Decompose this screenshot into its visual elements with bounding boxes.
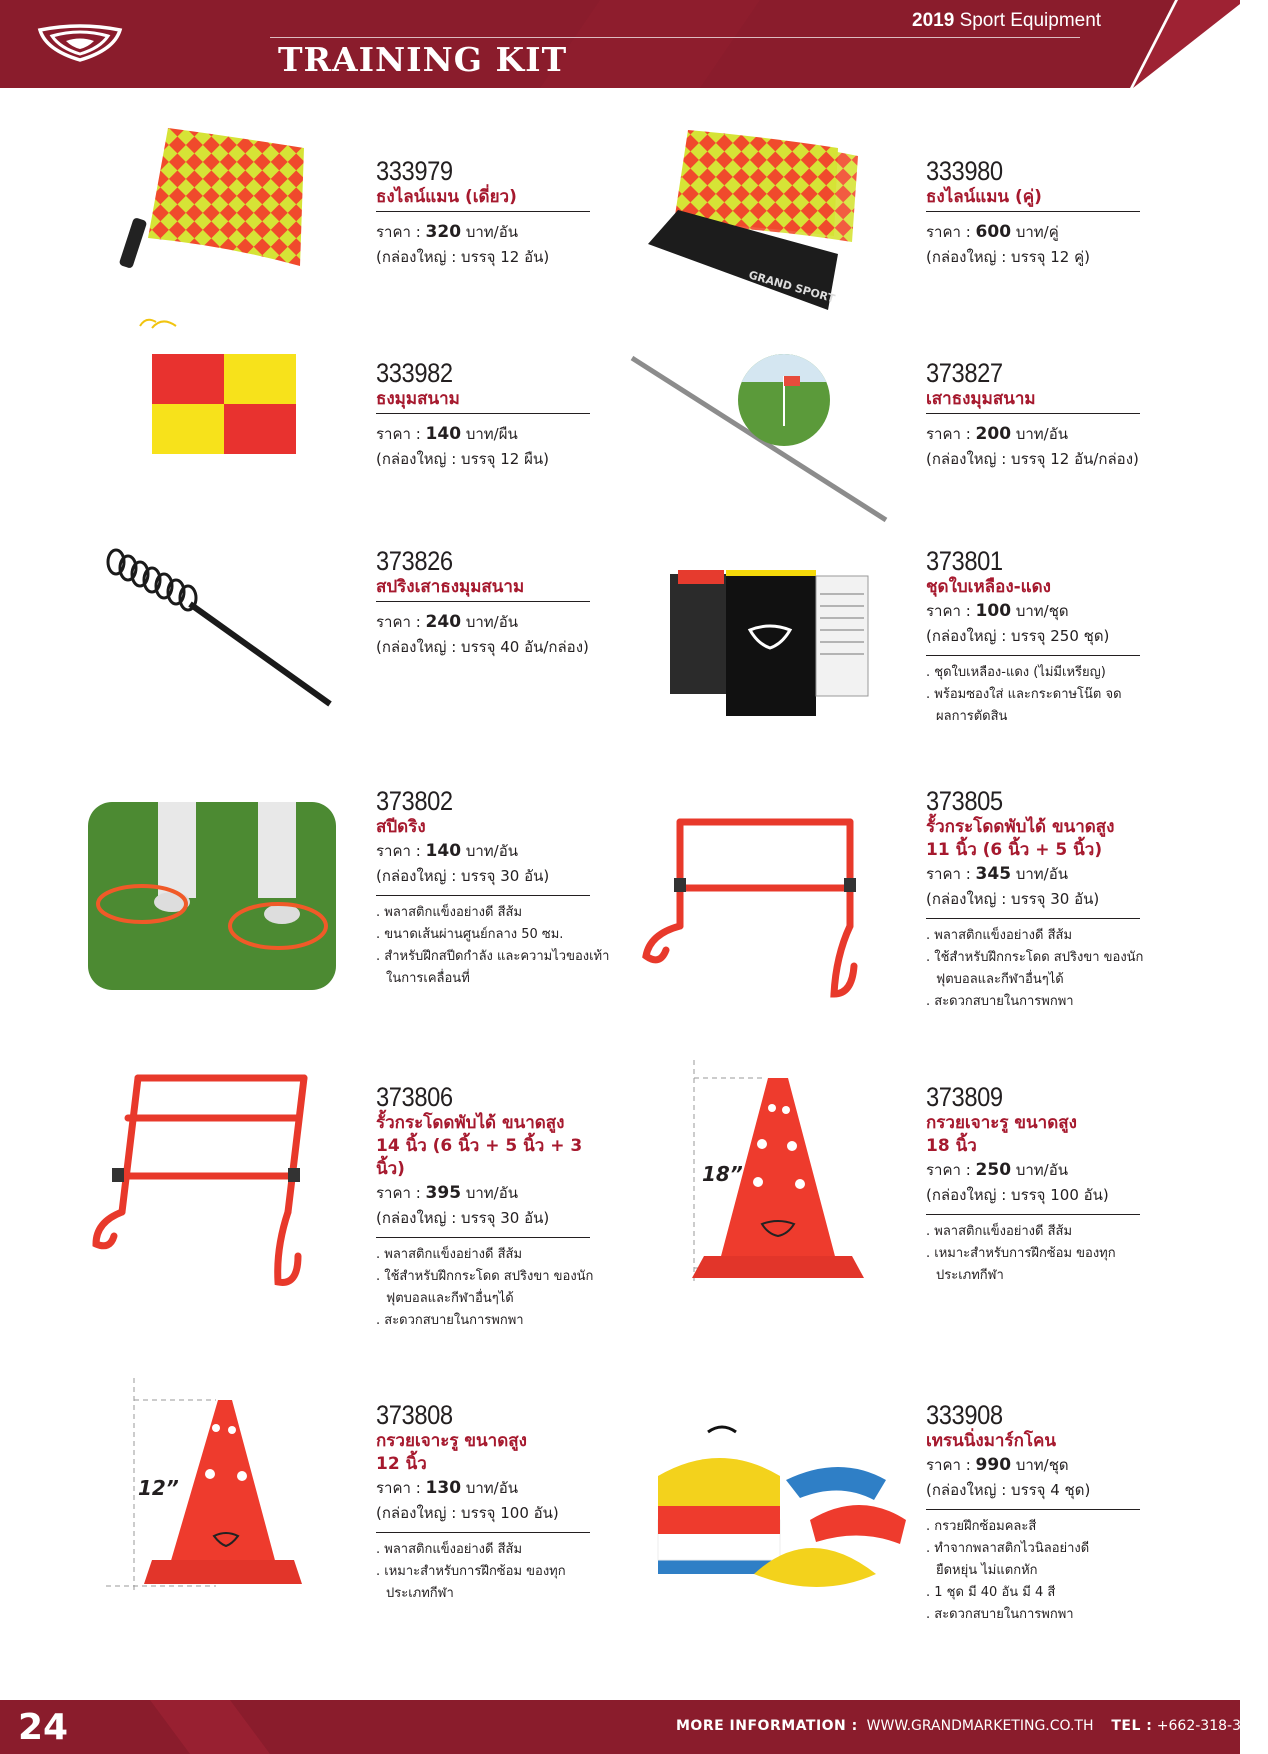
product-price: ราคา : 250 บาท/อัน bbox=[926, 1160, 1068, 1180]
feature-list bbox=[926, 925, 1176, 1013]
divider bbox=[926, 211, 1140, 212]
product-373805 bbox=[926, 786, 1176, 1013]
box-quantity: (กล่องใหญ่ : บรรจุ 12 คู่) bbox=[926, 248, 1090, 266]
product-373808 bbox=[376, 1400, 626, 1605]
product-price: ราคา : 320 บาท/อัน bbox=[376, 222, 518, 242]
svg-text:GRAND SPORT: GRAND SPORT bbox=[747, 268, 837, 306]
page-header bbox=[0, 0, 1240, 90]
product-name: กรวยเจาะรู ขนาดสูง 18 นิ้ว bbox=[926, 1113, 1077, 1156]
feature-item: . เหมาะสำหรับการฝึกซ้อม ของทุกประเภทกีฬา bbox=[926, 1246, 1116, 1283]
product-code: 373801 bbox=[926, 546, 1003, 576]
feature-item: . กรวยฝึกซ้อมคละสี bbox=[926, 1519, 1037, 1534]
product-name: สปริงเสาธงมุมสนาม bbox=[376, 577, 525, 597]
feature-item: . ใช้สำหรับฝึกกระโดด สปริงขา ของนักฟุตบอลและกีฬาอื่นๆได้ bbox=[376, 1269, 594, 1306]
box-quantity: (กล่องใหญ่ : บรรจุ 30 อัน) bbox=[926, 890, 1100, 908]
product-code: 373808 bbox=[376, 1400, 453, 1430]
feature-item: . สะดวกสบายในการพกพา bbox=[926, 994, 1074, 1009]
corner-pole-image bbox=[630, 354, 892, 524]
feature-item: . พร้อมซองใส่ และกระดาษโน๊ต จดผลการตัดสิน bbox=[926, 687, 1122, 724]
feature-item: . พลาสติกแข็งอย่างดี สีส้ม bbox=[926, 928, 1073, 943]
product-price: ราคา : 140 บาท/ผืน bbox=[376, 424, 518, 444]
feature-item: . พลาสติกแข็งอย่างดี สีส้ม bbox=[376, 905, 523, 920]
phone-number[interactable]: +662-318-3000 bbox=[1156, 1718, 1268, 1734]
page-footer bbox=[0, 1700, 1268, 1754]
feature-list bbox=[376, 1244, 626, 1332]
page-number: 24 bbox=[18, 1707, 69, 1748]
product-price: ราคา : 130 บาท/อัน bbox=[376, 1478, 518, 1498]
product-name: ธงมุมสนาม bbox=[376, 389, 460, 409]
feature-item: . พลาสติกแข็งอย่างดี สีส้ม bbox=[376, 1542, 523, 1557]
product-price: ราคา : 240 บาท/อัน bbox=[376, 612, 518, 632]
box-quantity: (กล่องใหญ่ : บรรจุ 100 อัน) bbox=[926, 1186, 1109, 1204]
box-quantity: (กล่องใหญ่ : บรรจุ 30 อัน) bbox=[376, 1209, 550, 1227]
corner-flag-image bbox=[136, 316, 316, 488]
product-333979 bbox=[376, 156, 590, 270]
divider bbox=[376, 895, 590, 896]
divider bbox=[376, 1237, 590, 1238]
divider bbox=[926, 655, 1140, 656]
divider bbox=[926, 918, 1140, 919]
marker-cones-image bbox=[650, 1424, 912, 1592]
product-name: สปีดริง bbox=[376, 817, 426, 837]
divider bbox=[376, 413, 590, 414]
feature-item: . สะดวกสบายในการพกพา bbox=[376, 1313, 524, 1328]
divider bbox=[376, 601, 590, 602]
product-code: 373806 bbox=[376, 1082, 453, 1112]
brand-logo-icon bbox=[36, 24, 124, 64]
product-price: ราคา : 100 บาท/ชุด bbox=[926, 601, 1069, 621]
product-name: เสาธงมุมสนาม bbox=[926, 389, 1036, 409]
box-quantity: (กล่องใหญ่ : บรรจุ 12 อัน) bbox=[376, 248, 550, 266]
product-373809 bbox=[926, 1082, 1176, 1287]
feature-item: . สำหรับฝึกสปีดกำลัง และความไวของเท้าในการเคลื่อนที่ bbox=[376, 949, 610, 986]
feature-list bbox=[926, 662, 1176, 728]
product-price: ราคา : 200 บาท/อัน bbox=[926, 424, 1068, 444]
product-price: ราคา : 600 บาท/คู่ bbox=[926, 222, 1059, 242]
box-quantity: (กล่องใหญ่ : บรรจุ 100 อัน) bbox=[376, 1504, 559, 1522]
referee-card-wallet-image bbox=[670, 570, 870, 718]
product-name: รั้วกระโดดพับได้ ขนาดสูง 11 นิ้ว (6 นิ้ว + 5 นิ้ว) bbox=[926, 817, 1115, 860]
product-373806 bbox=[376, 1082, 626, 1332]
website-link[interactable]: WWW.GRANDMARKETING.CO.TH bbox=[866, 1718, 1094, 1734]
product-373802 bbox=[376, 786, 636, 990]
feature-item: . ชุดใบเหลือง-แดง (ไม่มีเหรียญ) bbox=[926, 665, 1106, 680]
product-code: 373802 bbox=[376, 786, 453, 816]
feature-item: . 1 ชุด มี 40 อัน มี 4 สี bbox=[926, 1585, 1056, 1600]
product-333908 bbox=[926, 1400, 1176, 1626]
product-373827 bbox=[926, 358, 1140, 472]
divider bbox=[926, 1214, 1140, 1215]
feature-item: . สะดวกสบายในการพกพา bbox=[926, 1607, 1074, 1622]
feature-item: . ใช้สำหรับฝึกกระโดด สปริงขา ของนักฟุตบอลและกีฬาอื่นๆได้ bbox=[926, 950, 1144, 987]
product-name: ธงไลน์แมน (เดี่ยว) bbox=[376, 187, 517, 207]
box-quantity: (กล่องใหญ่ : บรรจุ 12 ผืน) bbox=[376, 450, 549, 468]
product-code: 333979 bbox=[376, 156, 453, 186]
header-rule bbox=[270, 37, 1080, 38]
divider bbox=[926, 1509, 1140, 1510]
product-code: 373809 bbox=[926, 1082, 1003, 1112]
product-373801 bbox=[926, 546, 1176, 728]
feature-item: . ทำจากพลาสติกไวนิลอย่างดี ยืดหยุ่น ไม่แตกหัก bbox=[926, 1541, 1090, 1578]
feature-list bbox=[376, 902, 636, 990]
divider bbox=[376, 1532, 590, 1533]
divider bbox=[926, 413, 1140, 414]
feature-list bbox=[926, 1221, 1176, 1287]
linesman-flag-pair-image bbox=[648, 126, 878, 316]
box-quantity: (กล่องใหญ่ : บรรจุ 30 อัน) bbox=[376, 867, 550, 885]
product-code: 373826 bbox=[376, 546, 453, 576]
product-code: 333982 bbox=[376, 358, 453, 388]
cone-12-height-label: 12” bbox=[138, 1476, 179, 1500]
contact-info: MORE INFORMATION : WWW.GRANDMARKETING.CO.TH TEL : +662-318-3000 bbox=[676, 1718, 1268, 1734]
product-name: กรวยเจาะรู ขนาดสูง 12 นิ้ว bbox=[376, 1431, 527, 1474]
box-quantity: (กล่องใหญ่ : บรรจุ 4 ชุด) bbox=[926, 1481, 1091, 1499]
divider bbox=[376, 211, 590, 212]
product-name: ชุดใบเหลือง-แดง bbox=[926, 577, 1051, 597]
feature-item: . พลาสติกแข็งอย่างดี สีส้ม bbox=[376, 1247, 523, 1262]
page-title: TRAINING KIT bbox=[278, 40, 568, 79]
box-quantity: (กล่องใหญ่ : บรรจุ 40 อัน/กล่อง) bbox=[376, 638, 589, 656]
product-name: ธงไลน์แมน (คู่) bbox=[926, 187, 1042, 207]
product-code: 333980 bbox=[926, 156, 1003, 186]
feature-item: . ขนาดเส้นผ่านศูนย์กลาง 50 ซม. bbox=[376, 927, 564, 942]
product-code: 373827 bbox=[926, 358, 1003, 388]
cone-18-height-label: 18” bbox=[702, 1162, 743, 1186]
feature-item: . เหมาะสำหรับการฝึกซ้อม ของทุกประเภทกีฬา bbox=[376, 1564, 566, 1601]
product-price: ราคา : 345 บาท/อัน bbox=[926, 864, 1068, 884]
product-373826 bbox=[376, 546, 590, 660]
product-333980 bbox=[926, 156, 1140, 270]
linesman-flag-single-image bbox=[118, 128, 308, 268]
speed-ring-image bbox=[88, 802, 336, 990]
product-price: ราคา : 140 บาท/อัน bbox=[376, 841, 518, 861]
box-quantity: (กล่องใหญ่ : บรรจุ 12 อัน/กล่อง) bbox=[926, 450, 1139, 468]
box-quantity: (กล่องใหญ่ : บรรจุ 250 ชุด) bbox=[926, 627, 1110, 645]
product-code: 333908 bbox=[926, 1400, 1003, 1430]
feature-list bbox=[376, 1539, 626, 1605]
product-code: 373805 bbox=[926, 786, 1003, 816]
cone-12-image bbox=[106, 1378, 304, 1590]
product-name: เทรนนิ่งมาร์กโคน bbox=[926, 1431, 1056, 1451]
hurdle-11-image bbox=[640, 816, 866, 1000]
product-333982 bbox=[376, 358, 590, 472]
catalog-year: 2019 Sport Equipment bbox=[912, 10, 1102, 31]
product-name: รั้วกระโดดพับได้ ขนาดสูง 14 นิ้ว (6 นิ้ว + 5 นิ้ว + 3 นิ้ว) bbox=[376, 1113, 583, 1179]
spring-pole-image bbox=[100, 550, 336, 710]
feature-list bbox=[926, 1516, 1176, 1626]
hurdle-14-image bbox=[92, 1072, 328, 1296]
product-price: ราคา : 990 บาท/ชุด bbox=[926, 1455, 1069, 1475]
product-price: ราคา : 395 บาท/อัน bbox=[376, 1183, 518, 1203]
feature-item: . พลาสติกแข็งอย่างดี สีส้ม bbox=[926, 1224, 1073, 1239]
